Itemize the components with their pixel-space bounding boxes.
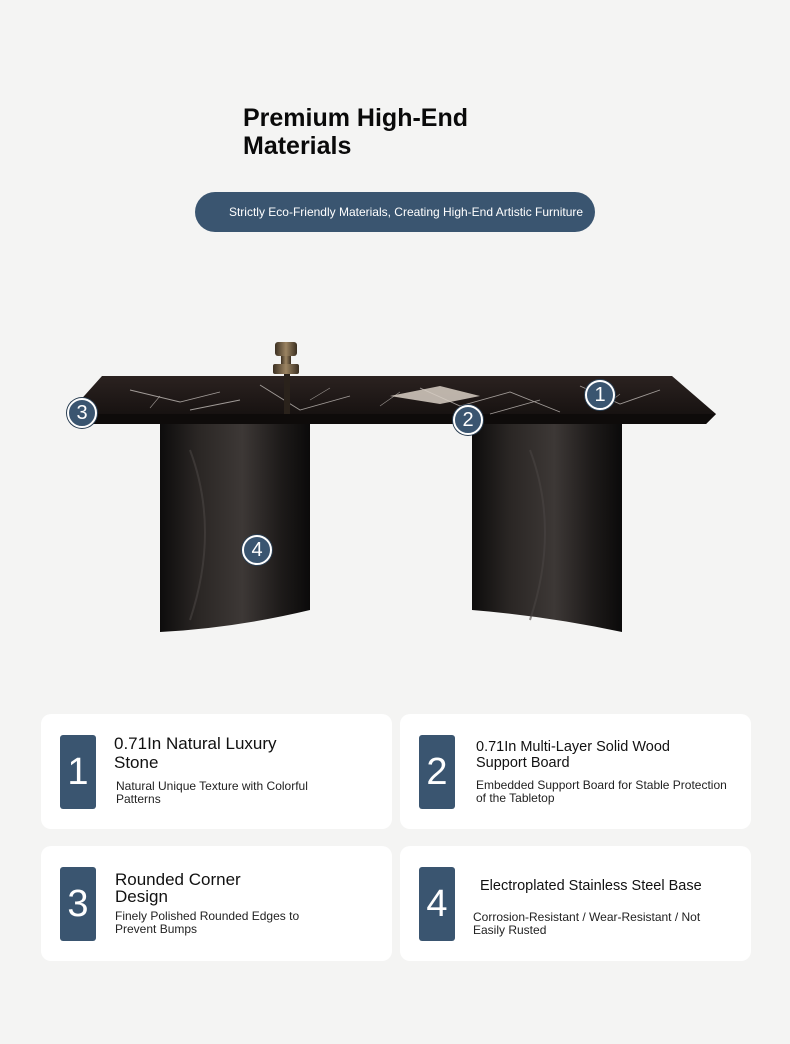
marker-1: 1 xyxy=(585,380,615,410)
feature-card-2 xyxy=(400,714,751,829)
page-title: Premium High-End Materials xyxy=(243,104,469,160)
feature-number-badge: 4 xyxy=(419,867,455,941)
feature-title: Electroplated Stainless Steel Base xyxy=(480,878,702,894)
subtitle-pill xyxy=(195,192,595,232)
feature-card-3 xyxy=(41,846,392,961)
dining-table-image xyxy=(60,330,730,650)
marker-4: 4 xyxy=(242,535,272,565)
feature-description: Finely Polished Rounded Edges to Prevent Bumps xyxy=(115,909,300,936)
feature-card-1 xyxy=(41,714,392,829)
feature-description: Corrosion-Resistant / Wear-Resistant / Not Easily Rusted xyxy=(473,910,701,937)
marker-2: 2 xyxy=(453,405,483,435)
feature-title: 0.71In Natural Luxury Stone xyxy=(114,734,277,772)
feature-title: Rounded Corner Design xyxy=(115,870,241,906)
right-table-leg xyxy=(472,422,622,632)
feature-number-badge: 3 xyxy=(60,867,96,941)
left-table-leg xyxy=(160,422,310,632)
feature-card-4 xyxy=(400,846,751,961)
feature-number-badge: 1 xyxy=(60,735,96,809)
marker-3: 3 xyxy=(67,398,97,428)
feature-description: Natural Unique Texture with Colorful Patterns xyxy=(116,779,308,806)
subtitle-text: Strictly Eco-Friendly Materials, Creating High-End Artistic Furniture xyxy=(228,205,584,219)
feature-description: Embedded Support Board for Stable Protection of the Tabletop xyxy=(476,778,727,805)
feature-title: 0.71In Multi-Layer Solid Wood Support Board xyxy=(476,739,670,771)
feature-number-badge: 2 xyxy=(419,735,455,809)
